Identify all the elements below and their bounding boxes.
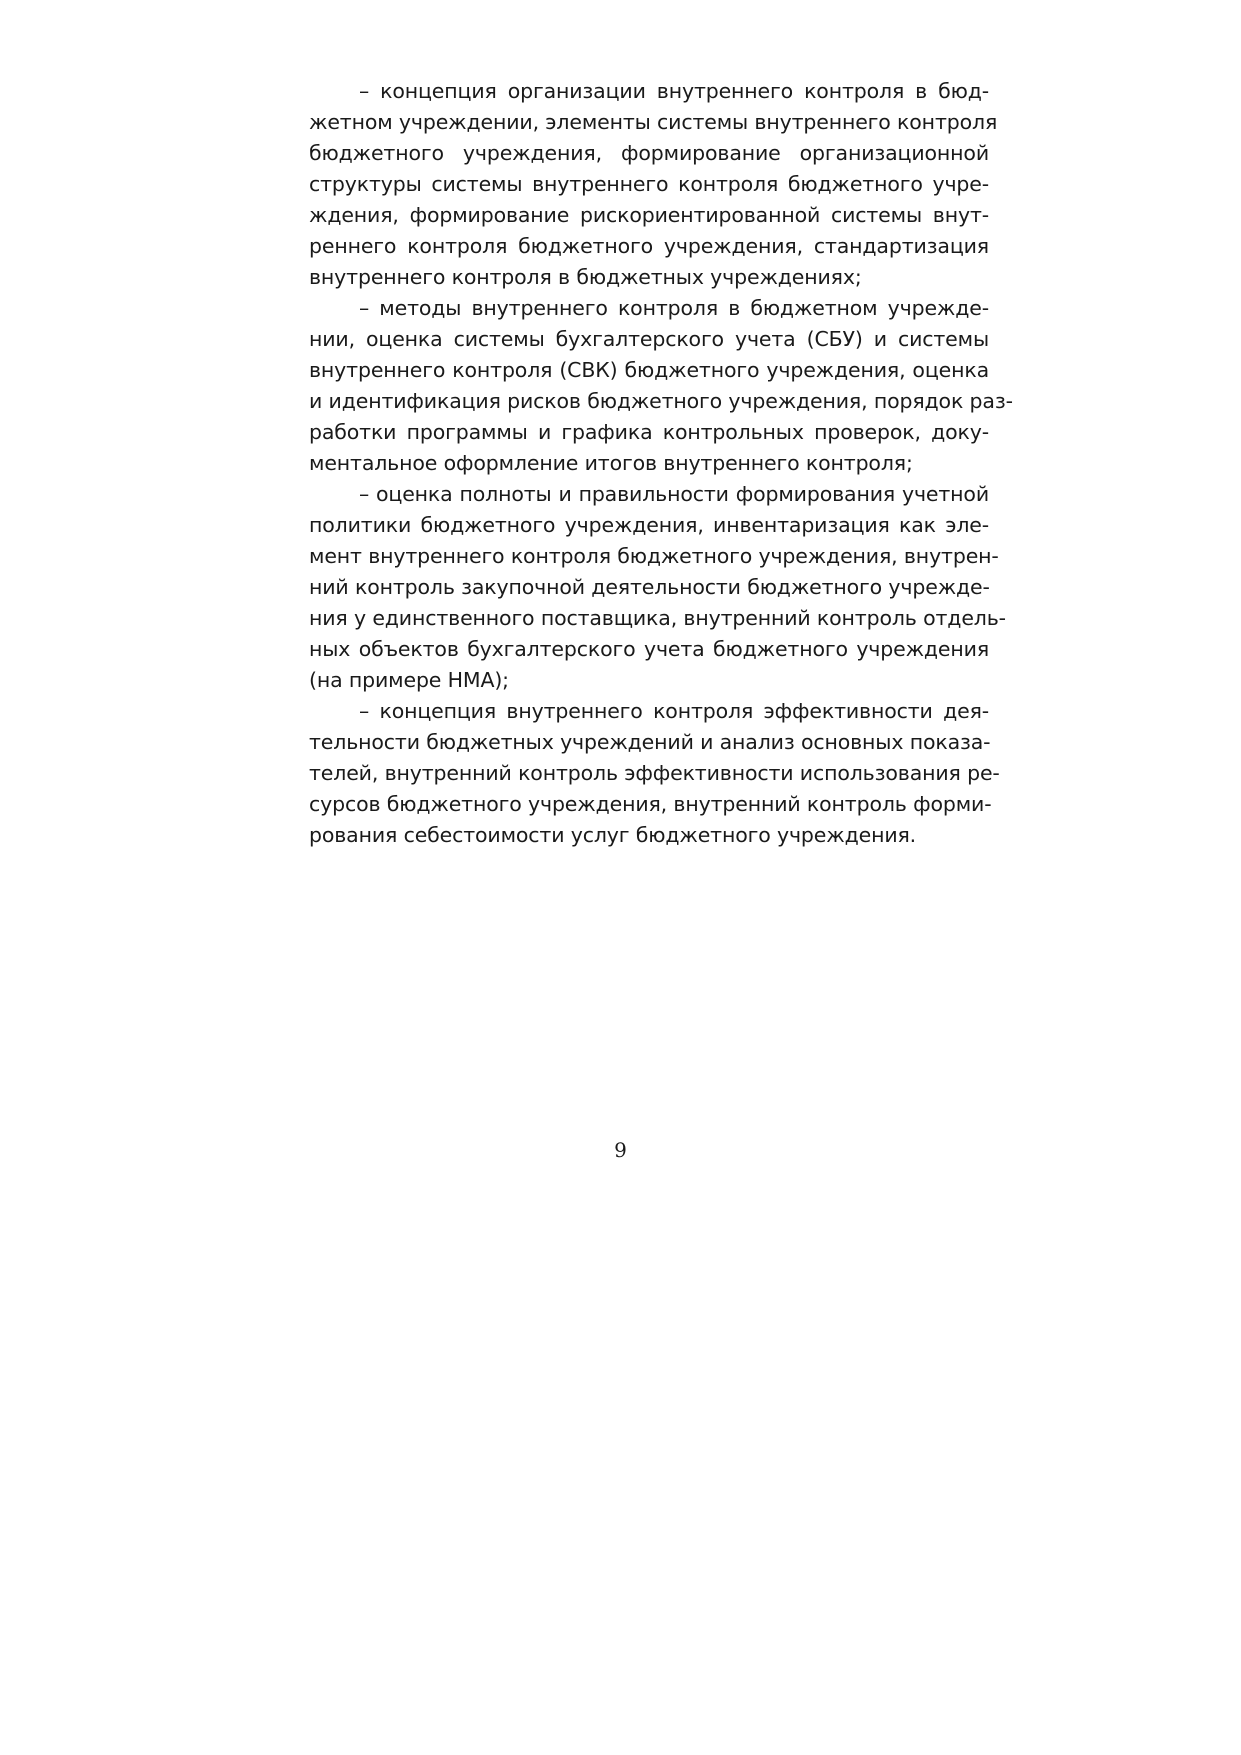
text-line: политики бюджетного учреждения, инвентаризация как эле-: [309, 513, 989, 537]
page-number: 9: [614, 1138, 627, 1162]
body-text: [309, 76, 1013, 851]
text-line: реннего контроля бюджетного учреждения, стандартизация: [309, 234, 989, 258]
text-line: – концепция внутреннего контроля эффективности дея-: [359, 699, 989, 723]
text-line: ний контроль закупочной деятельности бюджетного учрежде-: [309, 575, 990, 599]
text-line: телей, внутренний контроль эффективности использования ре-: [309, 761, 1000, 785]
text-line: нии, оценка системы бухгалтерского учета (СБУ) и системы: [309, 327, 989, 351]
text-line: ждения, формирование рискориентированной системы внут-: [309, 203, 989, 227]
text-line: и идентификация рисков бюджетного учреждения, порядок раз-: [309, 389, 1013, 413]
text-line: – концепция организации внутреннего контроля в бюд-: [359, 79, 989, 103]
text-line: мент внутреннего контроля бюджетного учреждения, внутрен-: [309, 544, 999, 568]
text-line: – методы внутреннего контроля в бюджетном учрежде-: [359, 296, 989, 320]
text-line: структуры системы внутреннего контроля бюджетного учре-: [309, 172, 989, 196]
text-line: ния у единственного поставщика, внутренний контроль отдель-: [309, 606, 1006, 630]
text-line: (на примере НМА);: [309, 668, 509, 692]
text-line: внутреннего контроля в бюджетных учреждениях;: [309, 265, 862, 289]
text-line: работки программы и графика контрольных проверок, доку-: [309, 420, 989, 444]
text-line: рования себестоимости услуг бюджетного учреждения.: [309, 823, 917, 847]
text-line: сурсов бюджетного учреждения, внутренний контроль форми-: [309, 792, 992, 816]
text-line: жетном учреждении, элементы системы внутреннего контроля: [309, 110, 998, 134]
text-line: бюджетного учреждения, формирование организационной: [309, 141, 989, 165]
text-line: – оценка полноты и правильности формирования учетной: [359, 482, 989, 506]
text-line: ных объектов бухгалтерского учета бюджетного учреждения: [309, 637, 989, 661]
text-line: внутреннего контроля (СВК) бюджетного учреждения, оценка: [309, 358, 989, 382]
text-line: ментальное оформление итогов внутреннего контроля;: [309, 451, 913, 475]
text-line: тельности бюджетных учреждений и анализ основных показа-: [309, 730, 991, 754]
